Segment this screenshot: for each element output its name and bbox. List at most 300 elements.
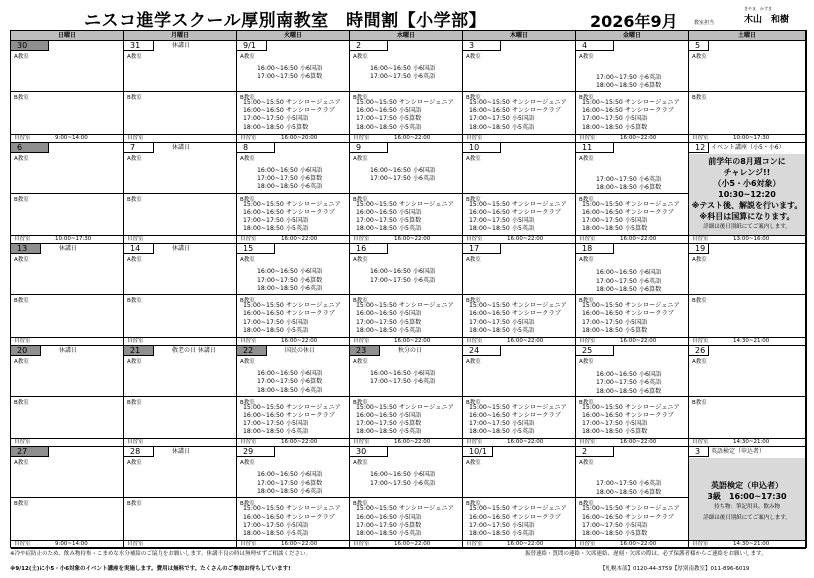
jishu-label: 自習室 (127, 439, 144, 446)
class-list-a (370, 268, 435, 285)
section-a-label: A教室 (353, 460, 368, 467)
section-divider (576, 193, 688, 194)
section-a-label: A教室 (466, 155, 481, 162)
class-list-a (596, 176, 661, 193)
class-slot: 15:00~15:50 サンシロージュニア (469, 505, 567, 513)
jishu-row (689, 540, 805, 548)
class-list-b (469, 505, 567, 538)
jishu-time: 16:00~22:00 (620, 337, 657, 344)
class-slot: 17:00~17:50 小5国語 (243, 521, 309, 529)
class-list-b (243, 302, 341, 335)
date-number: 28 (124, 447, 154, 457)
date-number: 10 (463, 143, 501, 153)
section-a-label: A教室 (692, 257, 707, 264)
class-slot: 17:00~17:50 小6英語 (370, 73, 436, 81)
class-slot: 17:00~17:50 小5算数 (356, 420, 422, 428)
jishu-label: 自習室 (240, 439, 257, 446)
section-divider (237, 91, 349, 92)
class-slot: 16:00~16:50 小5国語 (356, 412, 422, 419)
class-slot: 18:00~18:50 小5算数 (582, 428, 648, 436)
section-b-label: B教室 (127, 95, 142, 101)
day-cell (11, 346, 124, 448)
section-a-label: A教室 (353, 54, 368, 60)
class-slot: 17:00~17:50 小6英語 (370, 479, 436, 487)
class-slot: 17:00~17:50 小5国語 (469, 420, 535, 428)
class-slot: 16:00~16:50 小6国語 (596, 370, 662, 378)
section-a-label: A教室 (14, 358, 29, 365)
section-b-label: B教室 (692, 298, 707, 305)
section-b-label: B教室 (127, 298, 142, 305)
class-slot: 17:00~17:50 小5国語 (469, 115, 535, 123)
notice-line: ※科目は国算になります。 (699, 211, 795, 221)
day-cell (689, 143, 806, 245)
class-slot: 18:00~18:50 小5英語 (356, 530, 422, 537)
class-slot: 18:00~18:50 小5算数 (243, 123, 309, 131)
section-a-label: A教室 (14, 460, 29, 467)
jishu-time: 16:00~22:00 (507, 540, 544, 547)
jishu-row (124, 134, 236, 142)
class-slot: 17:00~17:50 小6英語 (596, 379, 662, 387)
class-slot: 17:00~17:50 小5国語 (582, 115, 648, 123)
class-slot: 17:00~17:50 小5国語 (469, 318, 535, 326)
class-slot: 18:00~18:50 小5算数 (582, 123, 648, 131)
day-cell (576, 41, 689, 143)
jishu-row (237, 540, 349, 548)
date-number: 23 (350, 346, 380, 356)
class-slot: 17:00~17:50 小5国語 (243, 318, 309, 326)
header (0, 0, 814, 30)
jishu-time: 9:00~14:00 (55, 540, 88, 547)
class-slot: 18:00~18:50 小5英語 (356, 326, 422, 334)
section-a-label: A教室 (240, 358, 255, 365)
class-list-b (582, 201, 680, 234)
date-number: 9 (350, 143, 388, 153)
class-slot: 18:00~18:50 小5英語 (356, 225, 422, 233)
day-label: 国民の休日 (285, 346, 316, 354)
date-number: 15 (237, 244, 275, 254)
day-cell (576, 346, 689, 448)
jishu-time: 10:00~17:30 (733, 134, 770, 141)
section-divider (463, 193, 575, 194)
section-a-label: A教室 (579, 54, 594, 60)
class-slot: 17:00~17:50 小6英語 (596, 74, 662, 81)
section-a-label: A教室 (353, 155, 368, 162)
class-slot: 17:00~17:50 小6英語 (370, 175, 436, 182)
class-slot: 16:00~16:50 サンシロークラブ (469, 310, 561, 318)
notice-text (689, 156, 805, 233)
footer-contact: 振替連絡・質問の連絡・欠席連絡、遅刻・欠席の際は、必ず保護者様からご連絡をお願いします。 (525, 551, 767, 557)
section-divider (576, 91, 688, 92)
week-row (11, 41, 806, 143)
class-slot: 17:00~17:50 小5国語 (582, 318, 648, 326)
date-number: 3 (689, 447, 709, 457)
section-divider (124, 396, 236, 397)
day-cell (463, 447, 576, 549)
section-b-label: B教室 (466, 501, 481, 508)
class-list-b (582, 505, 680, 538)
section-divider (689, 294, 805, 295)
notice-line: 詳細は後日別紙にてご案内します。 (703, 515, 791, 522)
date-number: 29 (237, 447, 275, 457)
class-slot: 16:00~16:50 小6国語 (257, 268, 323, 276)
day-label: イベント講座（小5・小6） (711, 143, 785, 151)
class-slot: 16:00~16:50 小6国語 (257, 369, 323, 377)
jishu-time: 16:00~22:00 (281, 439, 318, 446)
section-a-label: A教室 (579, 155, 594, 162)
class-slot: 16:00~16:50 小6国語 (257, 471, 323, 479)
class-slot: 16:00~16:50 小6国語 (257, 65, 323, 72)
class-slot: 15:00~15:50 サンシロージュニア (469, 302, 567, 310)
class-list-a (370, 65, 435, 82)
class-list-a (257, 268, 322, 293)
jishu-time: 16:00~22:00 (507, 337, 544, 344)
day-cell (124, 41, 237, 143)
day-label: 休講日 (172, 143, 191, 151)
day-header: 金曜日 (576, 31, 689, 41)
teacher-name-text: 木山 和樹 (744, 15, 790, 25)
class-slot: 16:00~16:50 サンシロークラブ (582, 513, 674, 521)
week-row (11, 447, 806, 549)
day-label: 休講日 (172, 245, 191, 253)
class-slot: 18:00~18:50 小5算数 (582, 225, 648, 233)
notice-line: ※テスト後、解説を行います。 (691, 200, 803, 210)
class-list-a (257, 167, 322, 192)
class-list-b (582, 99, 680, 132)
notice-line: 詳細は後日別紙にてご案内します。 (703, 223, 791, 230)
section-a-label: A教室 (127, 257, 142, 264)
class-list-b (356, 404, 454, 437)
jishu-row (11, 337, 123, 345)
section-b-label: B教室 (240, 196, 255, 203)
class-slot: 16:00~16:50 サンシロークラブ (582, 107, 674, 115)
jishu-row (689, 438, 805, 446)
class-list-a (370, 167, 435, 184)
jishu-row (463, 235, 575, 243)
class-slot: 17:00~17:50 小5算数 (356, 115, 422, 123)
class-list-b (582, 302, 680, 335)
date-number: 21 (124, 346, 154, 356)
section-divider (350, 396, 462, 397)
section-a-label: A教室 (579, 257, 594, 264)
jishu-label: 自習室 (692, 337, 709, 344)
class-slot: 18:00~18:50 小5英語 (469, 530, 535, 537)
jishu-row (350, 134, 462, 142)
class-slot: 16:00~16:50 サンシロークラブ (469, 107, 561, 115)
class-slot: 17:00~17:50 小5国語 (243, 420, 309, 428)
class-list-a (370, 370, 435, 387)
jishu-time: 14:30~21:00 (733, 439, 770, 446)
date-number: 2 (576, 447, 614, 457)
class-slot: 18:00~18:50 小5英語 (243, 225, 309, 233)
class-list-b (356, 505, 454, 538)
jishu-label: 自習室 (353, 236, 370, 243)
teacher-ruby: きやま かずき (744, 6, 772, 11)
class-slot: 18:00~18:50 小6算数 (596, 286, 662, 293)
class-slot: 17:00~17:50 小6算数 (257, 175, 323, 182)
role-label: 教室担当 (694, 20, 715, 26)
section-b-label: B教室 (353, 399, 368, 406)
jishu-label: 自習室 (127, 337, 144, 344)
day-cell (689, 346, 806, 448)
jishu-label: 自習室 (14, 236, 31, 243)
notice-box (689, 458, 805, 540)
jishu-row (124, 235, 236, 243)
class-slot: 17:00~17:50 小6算数 (257, 276, 323, 284)
section-a-label: A教室 (14, 155, 29, 162)
section-b-label: B教室 (240, 298, 255, 305)
date-number: 5 (689, 41, 709, 51)
jishu-row (576, 438, 688, 446)
section-divider (237, 193, 349, 194)
section-a-label: A教室 (353, 257, 368, 264)
notice-line: （小5・小6対象） (713, 178, 781, 188)
jishu-label: 自習室 (579, 540, 596, 547)
date-number: 13 (11, 244, 41, 254)
class-slot: 16:00~16:50 サンシロークラブ (469, 208, 561, 216)
section-divider (689, 91, 805, 92)
class-list-b (356, 201, 454, 234)
jishu-time: 16:00~22:00 (394, 337, 431, 344)
class-slot: 15:00~15:50 サンシロージュニア (356, 403, 454, 411)
jishu-row (576, 337, 688, 345)
class-slot: 16:00~16:50 小6国語 (596, 269, 662, 277)
class-list-a (370, 471, 435, 488)
notice-line: 前学年の8月週コンに (708, 156, 786, 166)
jishu-time: 10:00~17:30 (55, 236, 92, 243)
jishu-label: 自習室 (466, 236, 483, 243)
class-slot: 18:00~18:50 小5英語 (356, 428, 422, 436)
class-slot: 18:00~18:50 小5英語 (243, 326, 309, 334)
class-list-a (257, 370, 322, 395)
section-a-label: A教室 (579, 460, 594, 467)
jishu-row (11, 235, 123, 243)
class-slot: 18:00~18:50 小6算数 (596, 184, 662, 191)
day-cell (350, 447, 463, 549)
section-b-label: B教室 (127, 501, 142, 508)
jishu-time: 16:00~22:00 (394, 134, 431, 141)
class-slot: 16:00~16:50 サンシロークラブ (582, 208, 674, 216)
day-cell (576, 244, 689, 346)
jishu-row (237, 134, 349, 142)
section-a-label: A教室 (353, 358, 368, 365)
section-divider (124, 193, 236, 194)
class-slot: 18:00~18:50 小6算数 (596, 82, 662, 90)
date-number: 22 (237, 346, 267, 356)
day-header: 月曜日 (124, 31, 237, 41)
day-label: 休講日 (59, 245, 78, 253)
class-slot: 15:00~15:50 サンシロージュニア (243, 302, 341, 310)
day-cell (463, 346, 576, 448)
section-divider (350, 497, 462, 498)
day-label: 秋分の日 (398, 346, 423, 354)
section-b-label: B教室 (14, 501, 29, 508)
class-slot: 18:00~18:50 小6英語 (257, 183, 323, 191)
jishu-time: 16:00~22:00 (394, 439, 431, 446)
class-slot: 18:00~18:50 小5英語 (469, 428, 535, 436)
jishu-row (350, 438, 462, 446)
class-slot: 15:00~15:50 サンシロージュニア (582, 99, 680, 106)
notice-line: 持ち物：筆記用具、飲み物 (713, 504, 780, 511)
section-divider (463, 396, 575, 397)
date-number: 10/1 (463, 447, 493, 457)
day-cell (237, 143, 350, 245)
date-number: 4 (576, 41, 614, 51)
day-cell (576, 143, 689, 245)
day-cell (463, 244, 576, 346)
section-b-label: B教室 (579, 399, 594, 406)
class-slot: 18:00~18:50 小6英語 (257, 386, 323, 394)
notice-line: 英語検定（申込者） (711, 481, 783, 491)
jishu-row (350, 540, 462, 548)
jishu-label: 自習室 (240, 134, 257, 141)
section-divider (463, 497, 575, 498)
day-cell (124, 447, 237, 549)
section-b-label: B教室 (466, 95, 481, 101)
class-slot: 16:00~16:50 小6国語 (257, 166, 323, 174)
class-list-b (469, 99, 567, 132)
class-list-a (596, 480, 661, 497)
teacher-name (744, 6, 790, 25)
class-slot: 17:00~17:50 小6英語 (370, 378, 436, 386)
day-cell (689, 447, 806, 549)
jishu-row (689, 235, 805, 243)
class-slot: 17:00~17:50 小5算数 (356, 318, 422, 326)
jishu-label: 自習室 (353, 134, 370, 141)
day-cell (11, 143, 124, 245)
date-number: 12 (689, 143, 709, 153)
class-slot: 16:00~16:50 小6国語 (370, 166, 436, 174)
month-label: 2026年9月 (590, 12, 678, 31)
jishu-label: 自習室 (579, 439, 596, 446)
class-list-a (257, 471, 322, 496)
jishu-time: 13:00~16:00 (733, 236, 770, 243)
class-slot: 18:00~18:50 小6英語 (257, 285, 323, 292)
section-a-label: A教室 (466, 460, 481, 467)
jishu-row (11, 134, 123, 142)
jishu-row (124, 337, 236, 345)
day-header: 日曜日 (11, 31, 124, 41)
section-divider (11, 294, 123, 295)
section-b-label: B教室 (466, 196, 481, 203)
class-list-a (257, 65, 322, 82)
class-slot: 16:00~16:50 サンシロークラブ (243, 107, 335, 115)
jishu-time: 16:00~22:00 (507, 439, 544, 446)
jishu-label: 自習室 (14, 134, 31, 141)
day-cell (124, 143, 237, 245)
class-slot: 15:00~15:50 サンシロージュニア (356, 99, 454, 106)
section-b-label: B教室 (466, 298, 481, 305)
jishu-row (576, 235, 688, 243)
jishu-label: 自習室 (692, 439, 709, 446)
class-slot: 15:00~15:50 サンシロージュニア (356, 200, 454, 208)
jishu-label: 自習室 (14, 337, 31, 344)
day-cell (350, 346, 463, 448)
day-label: 休講日 (59, 346, 78, 354)
section-b-label: B教室 (353, 196, 368, 203)
week-row (11, 346, 806, 448)
class-slot: 18:00~18:50 小5英語 (469, 225, 535, 233)
notice-box (689, 154, 805, 236)
day-cell (124, 244, 237, 346)
jishu-label: 自習室 (692, 134, 709, 141)
week-row (11, 244, 806, 346)
section-a-label: A教室 (466, 257, 481, 264)
class-list-b (582, 404, 680, 437)
jishu-time: 16:00~22:00 (281, 236, 318, 243)
section-b-label: B教室 (353, 95, 368, 101)
section-divider (11, 396, 123, 397)
class-slot: 17:00~17:50 小5国語 (243, 115, 309, 123)
date-number: 27 (11, 447, 49, 457)
section-b-label: B教室 (14, 298, 29, 305)
jishu-row (124, 540, 236, 548)
date-number: 14 (124, 244, 154, 254)
date-number: 30 (11, 41, 49, 51)
class-slot: 16:00~16:50 サンシロークラブ (469, 412, 561, 419)
section-b-label: B教室 (466, 399, 481, 406)
jishu-time: 16:00~20:00 (281, 134, 318, 141)
class-slot: 18:00~18:50 小5英語 (469, 123, 535, 131)
class-slot: 17:00~17:50 小5算数 (356, 521, 422, 529)
date-number: 30 (350, 447, 388, 457)
section-a-label: A教室 (240, 155, 255, 162)
class-slot: 16:00~16:50 サンシロークラブ (582, 412, 674, 419)
jishu-label: 自習室 (353, 439, 370, 446)
class-slot: 15:00~15:50 サンシロージュニア (243, 403, 341, 411)
jishu-time: 16:00~22:00 (620, 134, 657, 141)
class-slot: 17:00~17:50 小6算数 (257, 479, 323, 487)
date-number: 3 (463, 41, 501, 51)
day-cell (11, 447, 124, 549)
section-divider (11, 91, 123, 92)
jishu-row (463, 438, 575, 446)
class-slot: 16:00~16:50 サンシロークラブ (243, 208, 335, 216)
jishu-label: 自習室 (127, 236, 144, 243)
section-b-label: B教室 (240, 399, 255, 406)
class-slot: 16:00~16:50 サンシロークラブ (582, 310, 674, 318)
class-list-b (469, 302, 567, 335)
section-divider (237, 497, 349, 498)
day-header: 木曜日 (463, 31, 576, 41)
jishu-time: 16:00~22:00 (507, 236, 544, 243)
day-cell (124, 346, 237, 448)
class-slot: 16:00~16:50 サンシロークラブ (243, 513, 335, 521)
class-slot: 18:00~18:50 小6英語 (257, 488, 323, 496)
class-list-b (243, 201, 341, 234)
section-b-label: B教室 (14, 399, 29, 406)
class-slot: 18:00~18:50 小6算数 (596, 488, 662, 496)
class-slot: 16:00~16:50 小6国語 (370, 268, 436, 276)
class-slot: 17:00~17:50 小6英語 (596, 175, 662, 183)
class-slot: 16:00~16:50 小5国語 (356, 107, 422, 115)
class-slot: 16:00~16:50 サンシロークラブ (469, 513, 561, 521)
jishu-row (689, 337, 805, 345)
section-b-label: B教室 (14, 196, 29, 203)
class-slot: 17:00~17:50 小6英語 (596, 480, 662, 488)
class-slot: 17:00~17:50 小5国語 (582, 420, 648, 428)
jishu-label: 自習室 (240, 236, 257, 243)
class-slot: 15:00~15:50 サンシロージュニア (469, 99, 567, 106)
date-number: 7 (124, 143, 154, 153)
day-cell (689, 41, 806, 143)
jishu-time: 16:00~22:00 (620, 236, 657, 243)
jishu-time: 14:30~21:00 (733, 540, 770, 547)
section-divider (124, 497, 236, 498)
jishu-label: 自習室 (466, 540, 483, 547)
class-list-a (596, 74, 661, 91)
jishu-row (237, 337, 349, 345)
section-b-label: B教室 (127, 399, 142, 406)
